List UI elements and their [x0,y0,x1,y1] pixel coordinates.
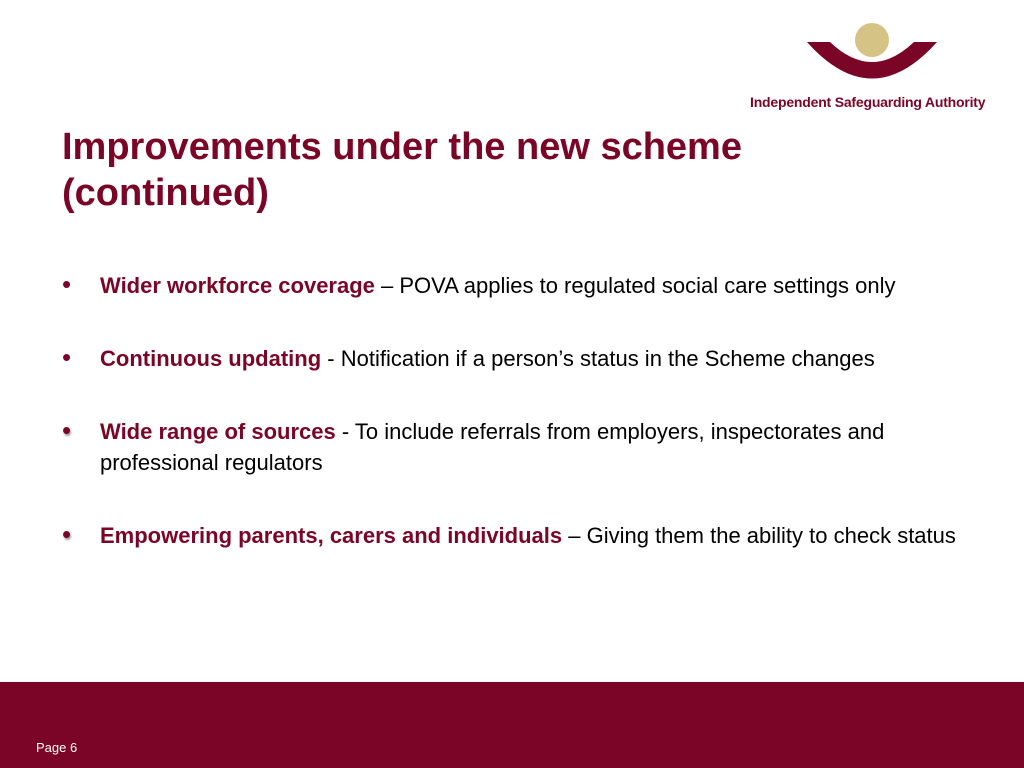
bullet-list [62,270,962,551]
bullet-item [62,270,962,301]
logo-org-name: Independent Safeguarding Authority [750,94,986,110]
bullet-dot: • [62,269,72,299]
isa-logo-emblem [802,20,942,90]
bullet-term: Wider workforce coverage [100,273,375,298]
bullet-item [62,520,962,551]
bullet-text: - Notification if a person’s status in the Scheme changes [321,346,875,371]
bullet-term: Continuous updating [100,346,322,371]
footer-bar [0,682,1024,768]
bullet-item [62,416,962,478]
bullet-term: Wide range of sources [100,419,336,444]
isa-logo [740,20,1010,115]
logo-circle [855,23,889,57]
bullet-dot: • [62,519,72,549]
page-title-line-1: Improvements under the new scheme [62,126,742,168]
bullet-text: – POVA applies to regulated social care settings only [374,273,896,298]
page-title-line-2: (continued) [62,172,269,214]
bullet-dot: • [62,415,72,445]
bullet-text: – Giving them the ability to check status [562,523,956,548]
page-number: Page 6 [36,740,78,755]
bullet-dot: • [62,342,72,372]
bullet-term: Empowering parents, carers and individuals [100,523,563,548]
bullet-text: - To include referrals from employers, inspectorates and professional regulators [100,419,885,475]
page-title [62,124,862,216]
bullet-item [62,343,962,374]
